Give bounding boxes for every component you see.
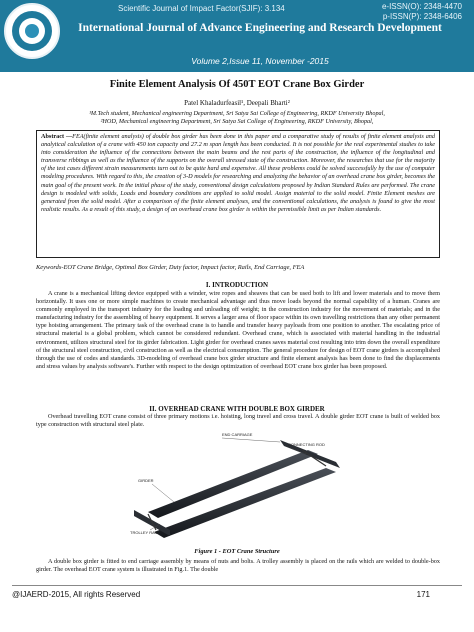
section-1-heading: I. INTRODUCTION: [205, 281, 269, 289]
footer-divider: [12, 585, 462, 586]
impact-factor: Scientific Journal of Impact Factor(SJIF): 3.134: [118, 4, 285, 13]
figure-label-girder: GIRDER: [138, 478, 154, 483]
page-number: 171: [416, 590, 430, 599]
affiliations: [30, 110, 444, 126]
section-2-heading: II. OVERHEAD CRANE WITH DOUBLE BOX GIRDER: [149, 405, 325, 413]
paper-title: Finite Element Analysis Of 450T EOT Crane Box Girder: [109, 79, 365, 90]
eissn: e-ISSN(O): 2348-4470: [381, 2, 462, 11]
volume-issue: Volume 2,Issue 11, November -2015: [191, 56, 329, 66]
issn-block: [382, 2, 462, 22]
figure-label-connecting-rod: CONNECTING ROD: [288, 442, 325, 447]
figure-caption: Figure 1 - EOT Crane Structure: [194, 548, 280, 555]
affiliation-2: ²HOD, Mechanical engineering Department, Sri Satya Sai College of Engineering, RKDF University, Bhopal,: [100, 118, 374, 125]
eot-crane-figure: [130, 428, 344, 544]
paper-authors: Patel Khaladurfeasil¹, Deepali Bharti²: [184, 99, 290, 107]
footer-copyright: @IJAERD-2015, All rights Reserved: [12, 590, 141, 599]
abstract-text: FEA(finite element analysis) of double box girder has been done in this paper and a comparative study of results of finite element analysis and analytical calculation of a crane with 450 ton capacity and 27.2 m span length has been conducted. It is not possible for the real experimental studies to take into consideration the influence of the connections between the main beams and the rest parts of the construction, the influence of the longitudinal and transverse ribbings as well as the influence of the supports on the overall stressed state of the construction. Moreover, the researches that use for the majority of the test cases different strain measurements turn out to be quite hard and expensive. All these problems could be solved successfully by the use of computer modeling procedures. With regard to this, the creation of 3-D models for researching and analyzing the behavior of an overhead crane box girder, becomes the main goal of the present work. In the initial phase of the study, conventional design calculations proposed by Indian Standard Rules are performed. The crane design is modeled with solids, Loads and boundary conditions are applied to solid model. Assign material to the solid model. Finite Element meshes are generated from the solid model. After a comparison of the finite element analyses, and the conventional calculations, the analysis is found to give the most realistic results. As a result of this study, a design of an overhead crane box girder is within the permissible limit as per Indian standards.: [41, 133, 435, 213]
journal-name: International Journal of Advance Engineering and Research Development: [78, 22, 442, 34]
after-figure-text: A double box girder is fitted to end carriage assembly by means of nuts and bolts. A trolley assembly is placed on the rails which are welded to double-box girder. The overhead EOT crane system is illustrated in Fig.1. The double: [36, 558, 440, 574]
section-1-text: A crane is a mechanical lifting device equipped with a winder, wire ropes and sheaves that can be used both to lift and lower materials and to move them horizontally. It uses one or more simple machines to create mechanical advantage and thus move loads beyond the normal capability of a human. Cranes are commonly employed in the transport industry for the loading and unloading off weight; in the construction industry for the movement of materials; and in the manufacturing industry for the assembling of heavy equipment. It serves a larger area of floor space within its own travelling restrictions than any other permanent type hoisting arrangement. The primary task of the overhead crane is to handle and transfer heavy payloads from one position to another. The escalating price of structural material is a global problem, which cannot be considered redundant. Overhead crane, which is associated with material handling in the industrial environment, utilizes structural steel for its girder fabrication. Light girder for overhead cranes saves material cost resulting into trim down the overall expenditure of the structural steel construction, civil construction as well as the electrical consumption. The general procedure for design of EOT crane girders is accomplished through the use of codes and standards. 3D-modeling of overhead crane box girder structure and finite element analysis has been done to find the displacements and stress values by analysis software's. Further with respect to the design optimization of overhead EOT crane box girder has been proposed.: [36, 290, 440, 370]
abstract-box: [36, 130, 440, 258]
figure-label-end-carriage: END CARRIAGE: [222, 432, 253, 437]
section-2-text: Overhead travelling EOT crane consist of three primary motions i.e. hoisting, long travel and cross travel. A double girder EOT crane is built of welded box type construction with structural steel plate.: [36, 413, 440, 429]
figure-label-trolley-rail: TROLLEY RAIL: [130, 530, 159, 535]
journal-logo: [4, 3, 60, 59]
pissn: p-ISSN(P): 2348-6406: [382, 12, 462, 21]
affiliation-1: ¹M.Tech student, Mechanical engineering Department, Sri Satya Sai College of Engineering, RKDF University Bhopal,: [89, 110, 385, 117]
keywords: Keywords-EOT Crane Bridge, Optimal Box Girder, Duty factor, Impact factor, Rails, End Carriage, FEA: [36, 264, 305, 271]
abstract-label: Abstract —: [41, 133, 73, 140]
